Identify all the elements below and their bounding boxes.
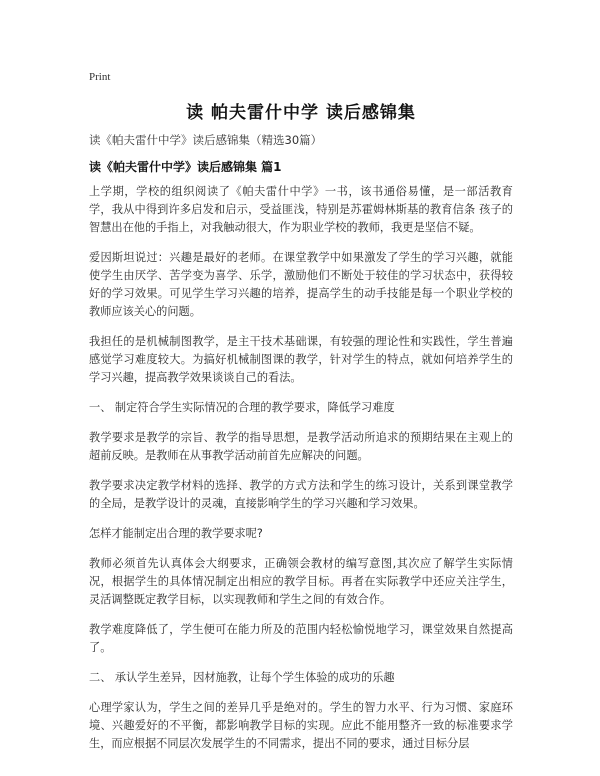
page-title: 读 帕夫雷什中学 读后感锦集 xyxy=(186,103,416,123)
paragraph: 怎样才能制定出合理的教学要求呢? xyxy=(89,527,263,540)
section-heading: 读《帕夫雷什中学》读后感锦集 篇1 xyxy=(89,160,282,174)
article-body xyxy=(89,183,513,765)
document-subtitle: 读《帕夫雷什中学》读后感锦集（精选30篇） xyxy=(89,133,323,147)
print-label[interactable]: Print xyxy=(89,71,111,83)
paragraph: 心理学家认为，学生之间的差异几乎是绝对的。学生的智力水平、行为习惯、家庭环境、兴趣爱好的不平衡，都影响教学目标的实现。应此不能用整齐一致的标准要求学生，而应根据不同层次发展学生的不同需求，提出不同的要求，通过目标分层 xyxy=(89,701,513,750)
paragraph: 教师必须首先认真体会大纲要求，正确领会教材的编写意图,其次应了解学生实际情况，根据学生的具体情况制定出相应的教学目标。再者在实际教学中还应关注学生，灵活调整既定教学目标，以实现教师和学生之间的有效合作。 xyxy=(89,557,513,606)
paragraph-heading: 一、 制定符合学生实际情况的合理的教学要求，降低学习难度 xyxy=(89,401,395,414)
paragraph: 教学要求是教学的宗旨、教学的指导思想，是教学活动所追求的预期结果在主观上的超前反映。是教师在从事教学活动前首先应解决的问题。 xyxy=(89,431,513,462)
paragraph: 上学期，学校的组织阅读了《帕夫雷什中学》一书，该书通俗易懂，是一部活教育学，我从中得到许多启发和启示，受益匪浅，特别是苏霍姆林斯基的教育信条 孩子的智慧出在他的手指上，对我触动很大，作为职业学校的教师，我更是坚信不疑。 xyxy=(89,185,513,234)
paragraph: 爱因斯坦说过：兴趣是最好的老师。在课堂教学中如果激发了学生的学习兴趣，就能使学生由厌学、苦学变为喜学、乐学，激励他们不断处于较佳的学习状态中，获得较好的学习效果。可见学生学习兴趣的培养，提高学生的动手技能是每一个职业学校的教师应该关心的问题。 xyxy=(89,251,513,318)
paragraph: 教学难度降低了，学生便可在能力所及的范围内轻松愉悦地学习，课堂效果自然提高了。 xyxy=(89,623,513,654)
paragraph: 我担任的是机械制图教学，是主干技术基础课，有较强的理论性和实践性，学生普遍感觉学习难度较大。为搞好机械制图课的教学，针对学生的特点，就如何培养学生的学习兴趣，提高教学效果谈谈自己的看法。 xyxy=(89,335,513,384)
paragraph-heading: 二、 承认学生差异，因材施教，让每个学生体验的成功的乐趣 xyxy=(89,671,395,684)
paragraph: 教学要求决定教学材料的选择、教学的方式方法和学生的练习设计，关系到课堂教学的全局，是教学设计的灵魂，直接影响学生的学习兴趣和学习效果。 xyxy=(89,479,513,510)
